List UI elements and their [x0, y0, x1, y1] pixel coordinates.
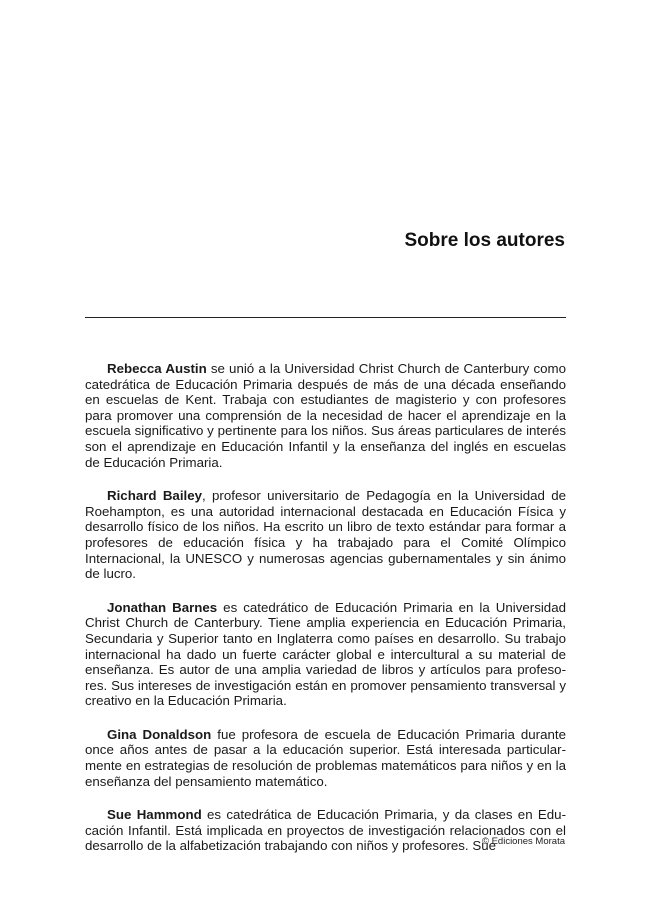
author-name: Richard Bailey	[107, 488, 203, 504]
author-bio-text: , profesor universitario de Pedagogía en la Universidad de Roehampton, es una autoridad internacional destacada en Educación Física y desarrollo físico de los niños. Ha escrito un libro de texto estándar para formar a profesores de educación física y ha trabajado para el Comité Olímpico Internacional, la UNESCO y numerosas agencias gubernamentales y sin ánimo de lucro.	[85, 488, 566, 582]
chapter-title: Sobre los autores	[404, 230, 565, 251]
author-bios	[85, 361, 566, 872]
author-bio	[85, 807, 566, 854]
author-bio	[85, 361, 566, 470]
author-bio	[85, 600, 566, 709]
author-bio-text: fue profesora de escuela de Educación Primaria durante once años antes de pasar a la educación superior. Está interesada particularmente en estrategias de resolución de problemas matemáticos para niños y en la enseñanza del pensamiento matemático.	[85, 726, 566, 789]
title-divider	[85, 317, 566, 318]
author-name: Jonathan Barnes	[107, 599, 218, 615]
author-bio	[85, 727, 566, 789]
author-name: Sue Hammond	[107, 807, 202, 823]
author-bio	[85, 488, 566, 582]
author-bio-text: es catedrática de Educación Primaria, y da clases en Educación Infantil. Está implicada en proyectos de investigación relacionados con el desarrollo de la alfabetización trabajando con niños y profesores. Sue	[85, 807, 567, 854]
publisher-footer: © Ediciones Morata	[481, 836, 565, 847]
author-bio-text: es catedrático de Educación Primaria en la Universidad Christ Church de Canterbury. Tiene amplia experiencia en Educación Primaria, Secundaria y Superior tanto en Inglaterra como países en desarrollo. Su trabajo internacional ha dado un fuerte carácter global e intercultural a su material de enseñanza. Es autor de una amplia variedad de libros y artículos para profesores. Sus intereses de investigación están en promover pensamiento transversal y creativo en la Educación Primaria.	[85, 599, 566, 709]
author-bio-text: se unió a la Universidad Christ Church de Canterbury como catedrática de Educación Primaria después de más de una década enseñando en escuelas de Kent. Trabaja con estudiantes de magisterio y con profesores para promover una comprensión de la necesidad de hacer el aprendizaje en la escuela significativo y pertinente para los niños. Sus áreas particulares de interés son el aprendizaje en Educación Infantil y la enseñanza del inglés en escuelas de Educación Primaria.	[85, 361, 566, 470]
author-name: Gina Donaldson	[107, 726, 212, 742]
author-name: Rebecca Austin	[107, 361, 207, 376]
